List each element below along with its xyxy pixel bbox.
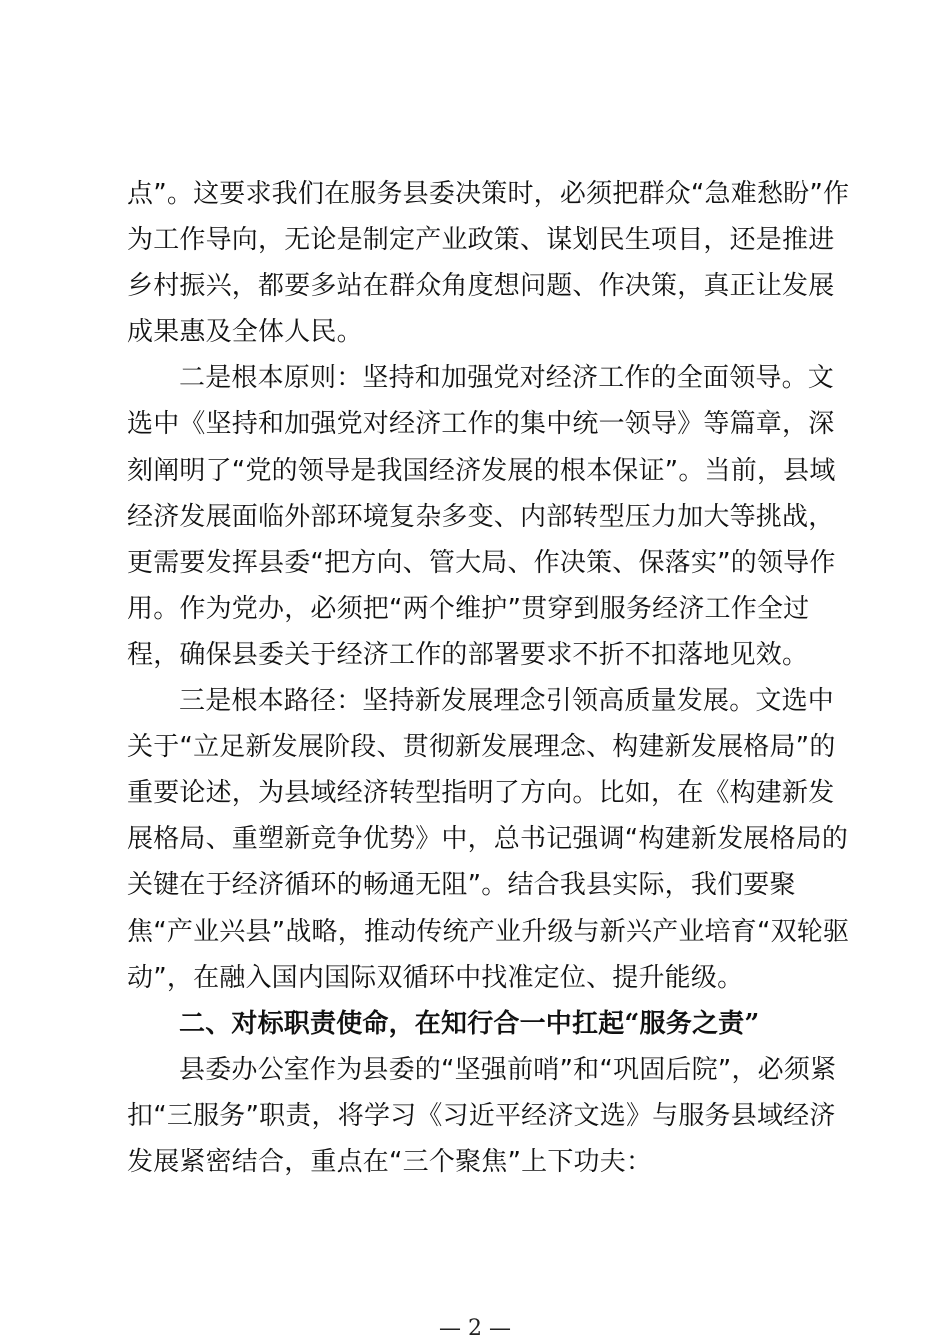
paragraph-1-line-3: 乡村振兴，都要多站在群众角度想问题、作决策，真正让发展: [127, 271, 835, 302]
paragraph-4-line-2: 扣“三服务”职责，将学习《习近平经济文选》与服务县域经济: [127, 1100, 836, 1131]
paragraph-2-line-5: 更需要发挥县委“把方向、管大局、作决策、保落实”的领导作: [127, 547, 836, 578]
body-text: [127, 171, 850, 1185]
paragraph-1-line-1: 点”。这要求我们在服务县委决策时，必须把群众“急难愁盼”作: [127, 179, 850, 209]
paragraph-2-line-6: 用。作为党办，必须把“两个维护”贯穿到服务经济工作全过: [127, 593, 810, 624]
paragraph-2-line-3: 刻阐明了“党的领导是我国经济发展的根本保证”。当前，县域: [127, 455, 836, 486]
page-number: — 2 —: [439, 1316, 511, 1341]
paragraph-2-line-1: 二是根本原则：坚持和加强党对经济工作的全面领导。文: [179, 363, 835, 394]
paragraph-2-line-2: 选中《坚持和加强党对经济工作的集中统一领导》等篇章，深: [127, 409, 835, 440]
paragraph-4-line-1: 县委办公室作为县委的“坚强前哨”和“巩固后院”，必须紧: [179, 1054, 837, 1085]
paragraph-3-line-2: 关于“立足新发展阶段、贯彻新发展理念、构建新发展格局”的: [127, 732, 836, 763]
section-heading-2: 二、对标职责使命，在知行合一中扛起“服务之责”: [179, 1008, 760, 1039]
paragraph-3-line-5: 关键在于经济循环的畅通无阻”。结合我县实际，我们要聚: [127, 870, 796, 901]
paragraph-1-line-4: 成果惠及全体人民。: [127, 317, 363, 348]
paragraph-3-line-7: 动”，在融入国内国际双循环中找准定位、提升能级。: [127, 962, 744, 993]
paragraph-3-line-1: 三是根本路径：坚持新发展理念引领高质量发展。文选中: [179, 686, 835, 717]
paragraph-1-line-2: 为工作导向，无论是制定产业政策、谋划民生项目，还是推进: [127, 225, 835, 256]
paragraph-3-line-3: 重要论述，为县域经济转型指明了方向。比如，在《构建新发: [127, 778, 835, 809]
paragraph-4-line-3: 发展紧密结合，重点在“三个聚焦”上下功夫：: [127, 1146, 653, 1177]
paragraph-3-line-4: 展格局、重塑新竞争优势》中，总书记强调“构建新发展格局的: [127, 824, 849, 855]
paragraph-2-line-4: 经济发展面临外部环境复杂多变、内部转型压力加大等挑战，: [127, 501, 835, 532]
paragraph-3-line-6: 焦“产业兴县”战略，推动传统产业升级与新兴产业培育“双轮驱: [127, 916, 850, 947]
paragraph-2-line-7: 程，确保县委关于经济工作的部署要求不折不扣落地见效。: [127, 639, 809, 670]
